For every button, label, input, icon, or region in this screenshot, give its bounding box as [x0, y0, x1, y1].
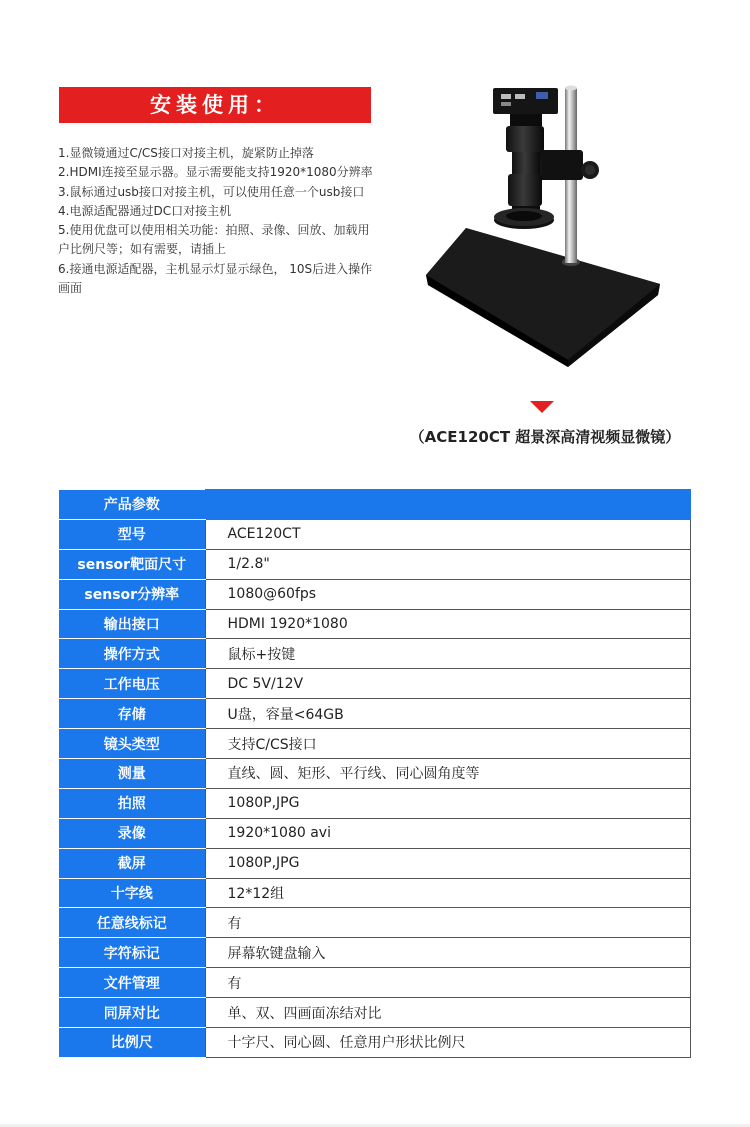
- spec-value: 鼠标+按键: [205, 639, 691, 669]
- spec-value: 支持C/CS接口: [205, 729, 691, 759]
- spec-row: [59, 699, 691, 729]
- step-2: 2.HDMI连接至显示器。显示需要能支持1920*1080分辨率: [58, 165, 373, 180]
- spec-row: [59, 878, 691, 908]
- spec-value: 1920*1080 avi: [205, 818, 691, 848]
- step-3: 3.鼠标通过usb接口对接主机，可以使用任意一个usb接口: [58, 184, 365, 199]
- spec-table-header: 产品参数: [59, 490, 205, 520]
- spec-row: [59, 968, 691, 998]
- spec-row: [59, 669, 691, 699]
- spec-table-header-blank: [205, 490, 691, 520]
- spec-value: ACE120CT: [205, 519, 691, 549]
- spec-key: 工作电压: [59, 669, 205, 699]
- spec-value: HDMI 1920*1080: [205, 609, 691, 639]
- spec-value: 有: [205, 968, 691, 998]
- spec-key: 存储: [59, 699, 205, 729]
- section-title-banner: 安装使用：: [59, 87, 371, 123]
- spec-value: 1/2.8": [205, 549, 691, 579]
- spec-row: [59, 519, 691, 549]
- spec-row: [59, 609, 691, 639]
- spec-value: 1080P,JPG: [205, 848, 691, 878]
- down-arrow-icon: [530, 401, 554, 413]
- spec-key: 镜头类型: [59, 729, 205, 759]
- spec-row: [59, 908, 691, 938]
- spec-row: [59, 549, 691, 579]
- spec-value: U盘，容量<64GB: [205, 699, 691, 729]
- spec-key: 录像: [59, 818, 205, 848]
- spec-key: 输出接口: [59, 609, 205, 639]
- spec-row: [59, 639, 691, 669]
- spec-key: 比例尺: [59, 1028, 205, 1058]
- spec-value: 1080@60fps: [205, 579, 691, 609]
- spec-key: 测量: [59, 759, 205, 789]
- spec-row: [59, 848, 691, 878]
- spec-value: 单、双、四画面冻结对比: [205, 998, 691, 1028]
- spec-row: [59, 818, 691, 848]
- spec-key: 操作方式: [59, 639, 205, 669]
- spec-key: 文件管理: [59, 968, 205, 998]
- spec-key: 拍照: [59, 788, 205, 818]
- spec-key: 十字线: [59, 878, 205, 908]
- spec-value: DC 5V/12V: [205, 669, 691, 699]
- spec-row: [59, 1028, 691, 1058]
- installation-steps: [58, 144, 376, 298]
- spec-row: [59, 579, 691, 609]
- microscope-product-image: [418, 80, 668, 375]
- product-caption: （ACE120CT 超景深高清视频显微镜）: [409, 428, 681, 446]
- spec-value: 十字尺、同心圆、任意用户形状比例尺: [205, 1028, 691, 1058]
- spec-key: 型号: [59, 519, 205, 549]
- step-5: 5.使用优盘可以使用相关功能：拍照、录像、回放、加载用户比例尺等；如有需要，请插上: [58, 223, 370, 257]
- step-4: 4.电源适配器通过DC口对接主机: [58, 203, 232, 218]
- spec-key: 同屏对比: [59, 998, 205, 1028]
- spec-key: sensor分辨率: [59, 579, 205, 609]
- spec-value: 12*12组: [205, 878, 691, 908]
- spec-row: [59, 788, 691, 818]
- spec-row: [59, 938, 691, 968]
- step-6: 6.接通电源适配器，主机显示灯显示绿色， 10S后进入操作画面: [58, 261, 373, 296]
- spec-table-header-row: [59, 490, 691, 520]
- spec-value: 有: [205, 908, 691, 938]
- spec-table: [59, 489, 691, 1058]
- spec-row: [59, 998, 691, 1028]
- spec-row: [59, 729, 691, 759]
- spec-value: 直线、圆、矩形、平行线、同心圆角度等: [205, 759, 691, 789]
- spec-key: 字符标记: [59, 938, 205, 968]
- spec-key: sensor靶面尺寸: [59, 549, 205, 579]
- spec-key: 任意线标记: [59, 908, 205, 938]
- step-1: 1.显微镜通过C/CS接口对接主机，旋紧防止掉落: [58, 146, 314, 160]
- spec-row: [59, 759, 691, 789]
- spec-value: 屏幕软键盘输入: [205, 938, 691, 968]
- spec-key: 截屏: [59, 848, 205, 878]
- spec-value: 1080P,JPG: [205, 788, 691, 818]
